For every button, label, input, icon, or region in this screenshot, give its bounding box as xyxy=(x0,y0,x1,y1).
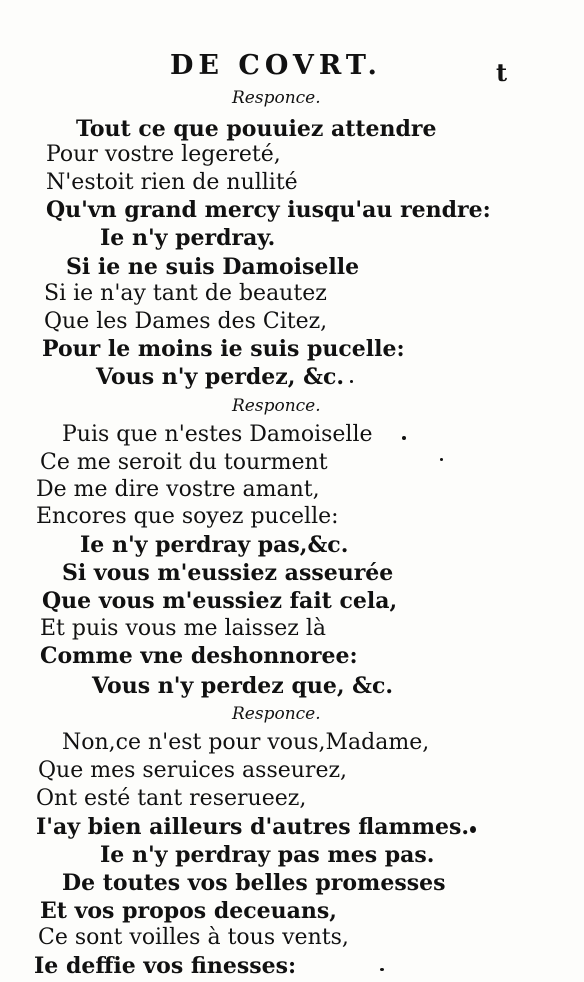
refrain-line: Ie n'y perdray. xyxy=(100,225,276,251)
verse-line: Tout ce que pouuiez attendre xyxy=(76,116,437,142)
verse-line: De toutes vos belles promesses xyxy=(62,870,446,896)
margin-mark: t xyxy=(496,58,508,87)
responce-heading: Responce. xyxy=(232,704,321,724)
ink-speck xyxy=(350,380,353,383)
verse-line: Que vous m'eussiez fait cela, xyxy=(42,588,398,614)
ink-speck xyxy=(380,968,384,971)
verse-line: Qu'vn grand mercy iusqu'au rendre: xyxy=(46,197,491,223)
verse-line: Ie deffie vos finesses: xyxy=(34,953,297,979)
ink-speck xyxy=(402,436,406,440)
refrain-line: Ie n'y perdray pas mes pas. xyxy=(100,842,435,868)
verse-line: De me dire vostre amant, xyxy=(36,477,320,502)
verse-line: Ce me seroit du tourment xyxy=(40,450,328,475)
running-header: DE COVRT. xyxy=(170,50,382,81)
verse-line: Ce sont voilles à tous vents, xyxy=(38,925,349,950)
verse-line: Comme vne deshonnoree: xyxy=(40,643,358,669)
verse-line: Si vous m'eussiez asseurée xyxy=(62,560,394,586)
responce-heading: Responce. xyxy=(232,396,321,416)
verse-line: Ont esté tant reserueez, xyxy=(36,786,307,811)
verse-line: Et puis vous me laissez là xyxy=(40,616,326,641)
refrain-line: Vous n'y perdez, &c. xyxy=(96,364,345,390)
verse-line: Et vos propos deceuans, xyxy=(40,898,337,924)
verse-line: Si ie n'ay tant de beautez xyxy=(44,281,327,306)
ink-speck xyxy=(440,458,443,461)
verse-line: N'estoit rien de nullité xyxy=(46,170,298,195)
verse-line: Encores que soyez pucelle: xyxy=(36,504,339,529)
verse-line: Pour vostre legereté, xyxy=(46,142,281,167)
verse-line: Si ie ne suis Damoiselle xyxy=(66,254,360,280)
refrain-line: Vous n'y perdez que, &c. xyxy=(92,673,394,699)
verse-line: Que les Dames des Citez, xyxy=(44,309,328,334)
refrain-line: Ie n'y perdray pas,&c. xyxy=(80,532,349,558)
ink-speck xyxy=(470,826,476,833)
verse-line: Pour le moins ie suis pucelle: xyxy=(42,336,405,362)
verse-line: I'ay bien ailleurs d'autres flammes. xyxy=(36,814,470,840)
verse-line: Puis que n'estes Damoiselle xyxy=(62,422,373,447)
verse-line: Que mes seruices asseurez, xyxy=(38,758,348,783)
verse-line: Non,ce n'est pour vous,Madame, xyxy=(62,730,430,755)
responce-heading: Responce. xyxy=(232,88,321,108)
